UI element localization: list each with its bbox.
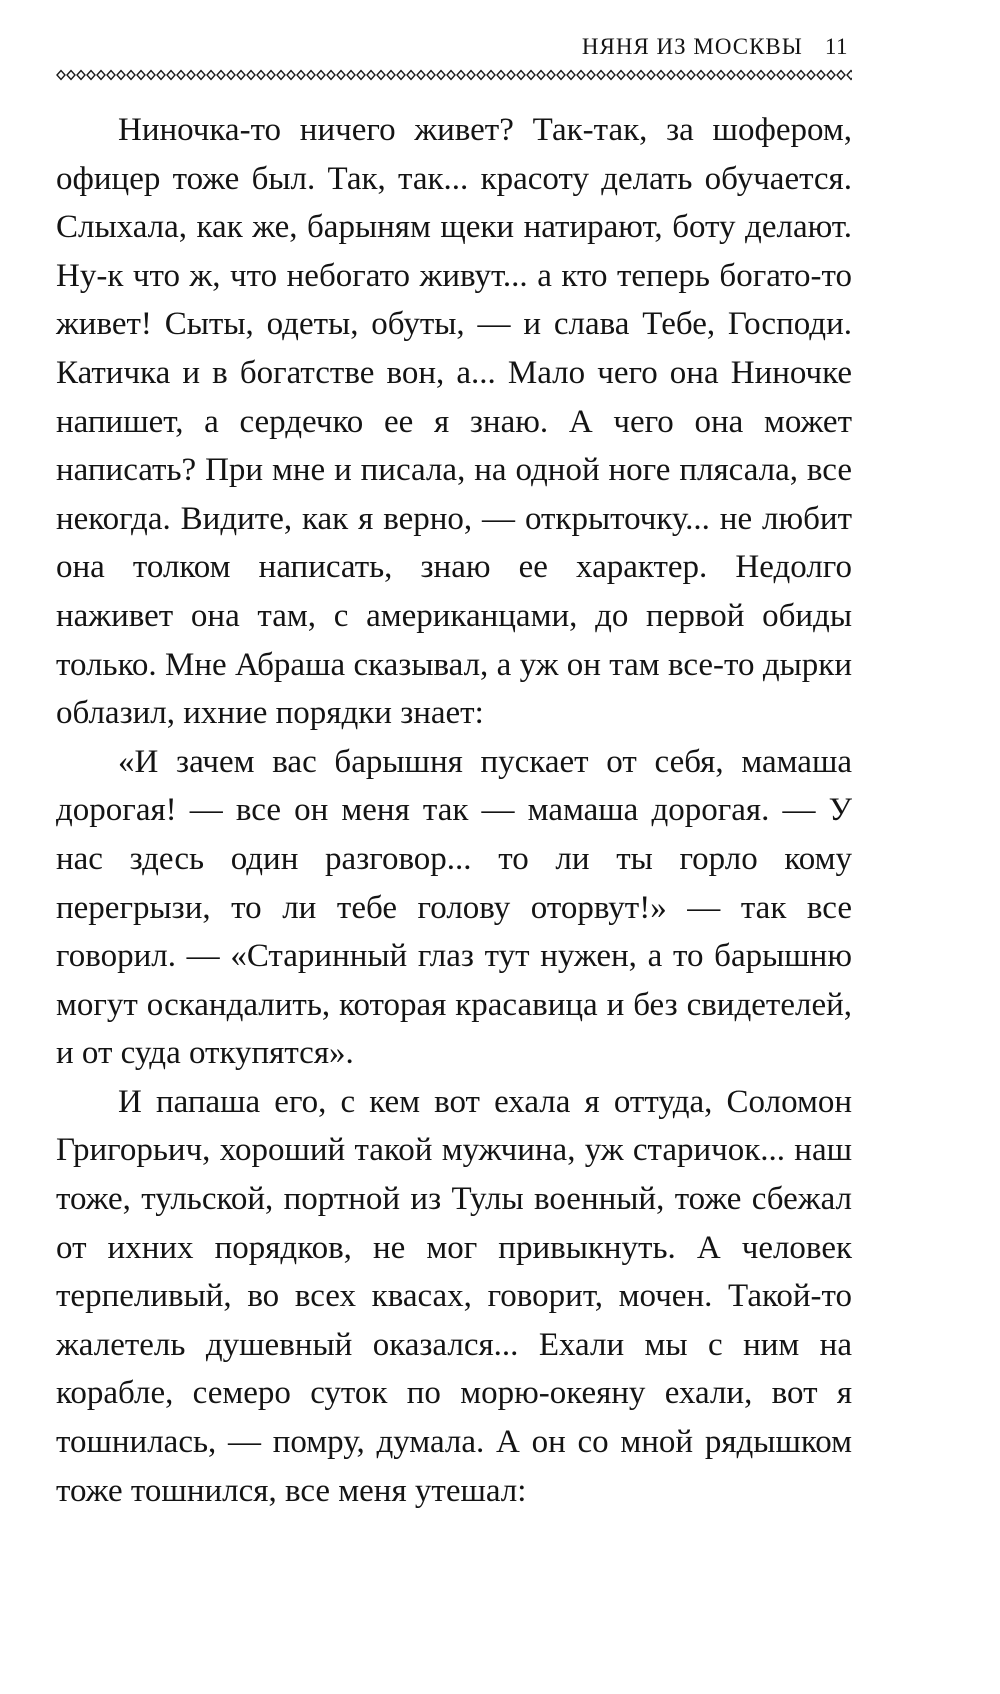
paragraph-2: «И зачем вас барышня пускает от себя, мамаша дорогая! — все он меня так — мамаша дорогая. — У нас здесь один разговор... то ли ты горло кому перегрызи, то ли тебе голову оторвут!» — так все говорил. — «Старинный глаз тут нужен, а то барышню могут оскандалить, которая красавица и без свидетелей, и от суда откупятся». (56, 743, 852, 1072)
body-text (56, 106, 852, 1515)
running-head (582, 34, 848, 60)
paragraph-3: И папаша его, с кем вот ехала я оттуда, Соломон Григорьич, хороший такой мужчина, уж старичок... наш тоже, тульской, портной из Тулы военный, тоже сбежал от ихних порядков, не мог привыкнуть. А человек терпеливый, во всех квасах, говорит, мочен. Такой-то жалетель душевный оказался... Ехали мы с ним на корабле, семеро суток по морю-океяну ехали, вот я тошнилась, — помру, думала. А он со мной рядышком тоже тошнился, все меня утешал: (56, 1083, 852, 1509)
book-page (56, 0, 852, 1694)
running-title: НЯНЯ ИЗ МОСКВЫ (581, 34, 803, 59)
page-number: 11 (824, 34, 848, 59)
ornamental-rule (56, 66, 852, 84)
paragraph-1: Ниночка-то ничего живет? Так-так, за шофером, офицер тоже был. Так, так... красоту делать обучается. Слыхала, как же, барыням щеки натирают, боту делают. Ну-к что ж, что небогато живут... а кто теперь богато-то живет! Сыты, одеты, обуты, — и слава Тебе, Господи. Катичка и в богатстве вон, а... Мало чего она Ниночке напишет, а сердечко ее я знаю. А чего она может написать? При мне и писала, на одной ноге плясала, все некогда. Видите, как я верно, — открыточку... не любит она толком написать, знаю ее характер. Недолго наживет она там, с американцами, до первой обиды только. Мне Абраша сказывал, а уж он там все-то дырки облазил, ихние порядки знает: (56, 112, 852, 732)
